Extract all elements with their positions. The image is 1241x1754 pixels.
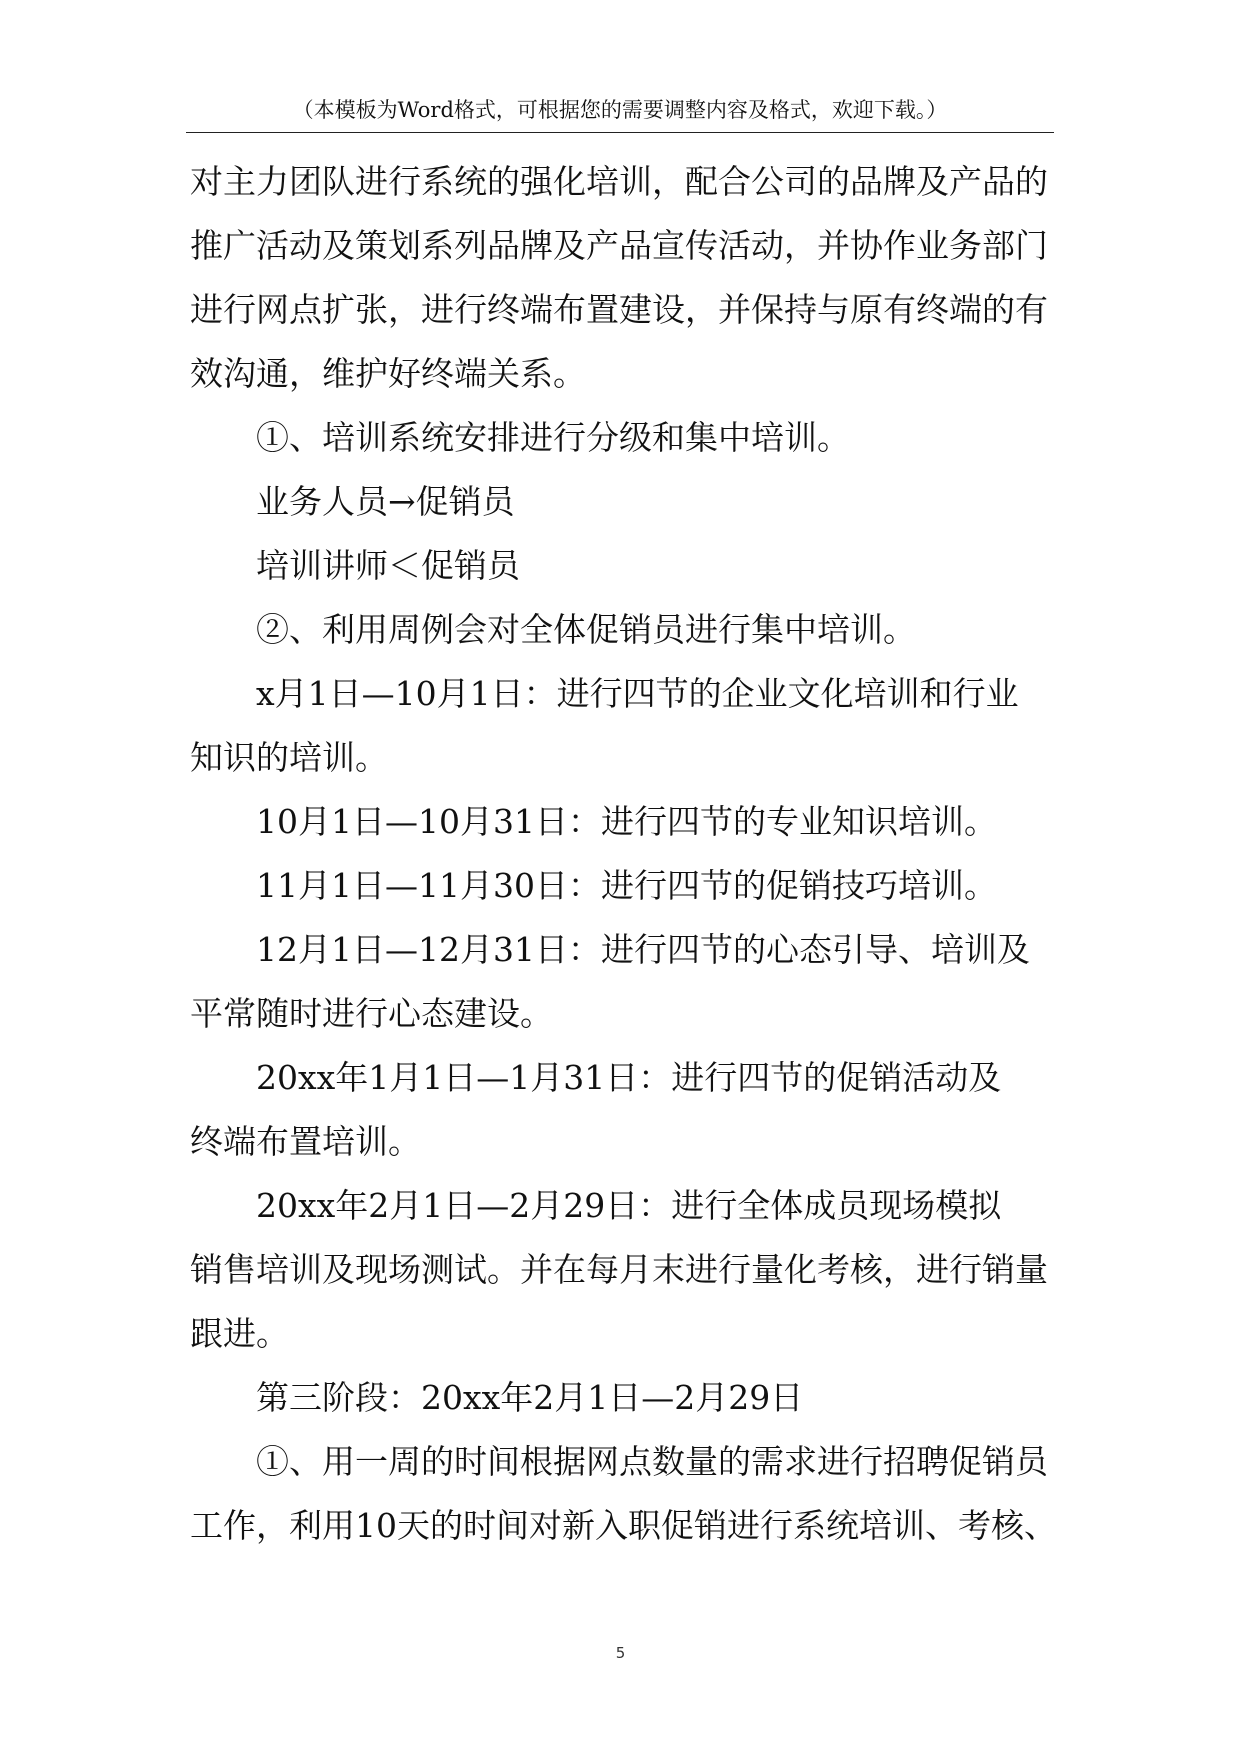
text-line: 工作，利用10天的时间对新入职促销进行系统培训、考核、 xyxy=(190,1506,1057,1545)
text-line: 销售培训及现场测试。并在每月末进行量化考核，进行销量 xyxy=(190,1250,1048,1289)
text-line: 20xx年2月1日—2月29日：进行全体成员现场模拟 xyxy=(256,1186,1002,1225)
text-line: x月1日—10月1日：进行四节的企业文化培训和行业 xyxy=(256,674,1019,713)
page-number: 5 xyxy=(615,1644,626,1662)
text-line: 推广活动及策划系列品牌及产品宣传活动，并协作业务部门 xyxy=(190,226,1048,265)
text-line: 终端布置培训。 xyxy=(190,1122,421,1161)
text-line: 平常随时进行心态建设。 xyxy=(190,994,553,1033)
text-line: ①、培训系统安排进行分级和集中培训。 xyxy=(256,418,850,457)
text-line: 培训讲师＜促销员 xyxy=(256,546,520,585)
text-line: 20xx年1月1日—1月31日：进行四节的促销活动及 xyxy=(256,1058,1002,1097)
document-body xyxy=(190,150,1060,1558)
text-line: ②、利用周例会对全体促销员进行集中培训。 xyxy=(256,610,916,649)
text-line: 进行网点扩张，进行终端布置建设，并保持与原有终端的有 xyxy=(190,290,1048,329)
text-line: 12月1日—12月31日：进行四节的心态引导、培训及 xyxy=(256,930,1030,969)
page-header-note: （本模板为Word格式，可根据您的需要调整内容及格式，欢迎下载。） xyxy=(186,88,1054,133)
text-line: 业务人员→促销员 xyxy=(256,482,515,521)
text-line: 11月1日—11月30日：进行四节的促销技巧培训。 xyxy=(256,866,997,905)
text-line: 10月1日—10月31日：进行四节的专业知识培训。 xyxy=(256,802,997,841)
text-line: 第三阶段：20xx年2月1日—2月29日 xyxy=(256,1378,804,1417)
text-line: 知识的培训。 xyxy=(190,738,388,777)
text-line: ①、用一周的时间根据网点数量的需求进行招聘促销员 xyxy=(256,1442,1048,1481)
text-line: 跟进。 xyxy=(190,1314,289,1353)
text-line: 效沟通，维护好终端关系。 xyxy=(190,354,586,393)
text-line: 对主力团队进行系统的强化培训，配合公司的品牌及产品的 xyxy=(190,162,1048,201)
